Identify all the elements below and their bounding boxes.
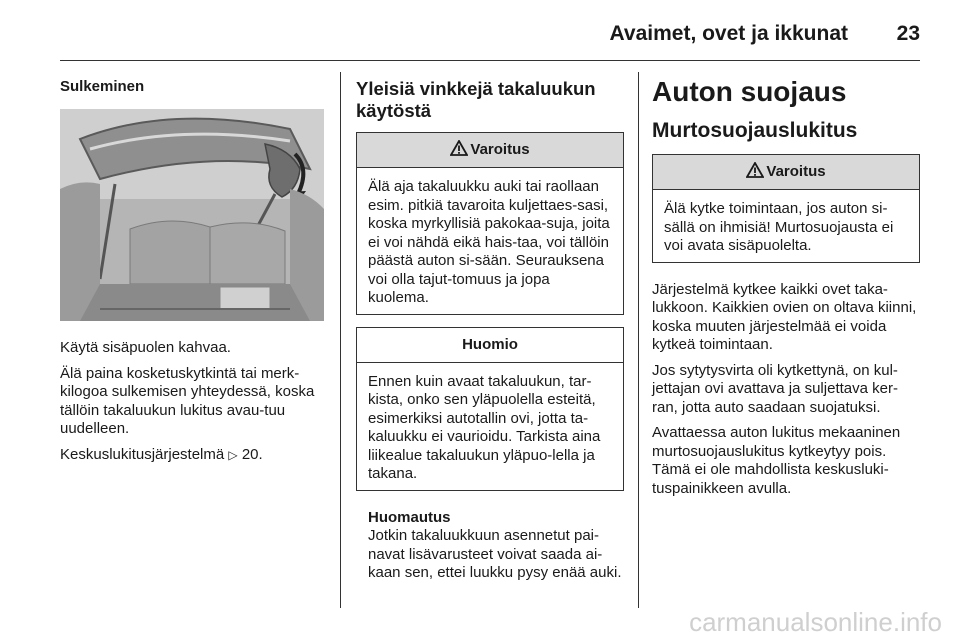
warning-box — [356, 132, 624, 315]
warning-header-deadlock — [653, 155, 919, 190]
warning-text-deadlock: Älä kytke toimintaan, jos auton si-sällä on ihmisiä! Murtosuojausta ei voi avata sisäpuolelta. — [664, 200, 894, 254]
reference-line — [60, 446, 324, 465]
page-header — [60, 20, 920, 61]
warning-triangle-icon — [746, 162, 764, 178]
column-security — [652, 72, 920, 505]
header-title: Avaimet, ovet ja ikkunat — [609, 22, 848, 45]
column-closing — [60, 72, 324, 471]
paragraph-1: Järjestelmä kytkee kaikki ovet taka-lukkoon. Kaikkien ovien on oltava kiinni, koska muuten järjestelmää ei voida kytkeä toimintaan. — [652, 280, 917, 353]
page-number: 23 — [896, 22, 920, 45]
section-heading-tips: Yleisiä vinkkejä takaluukun käytöstä — [356, 78, 596, 121]
column-divider-1 — [340, 72, 341, 608]
warning-title-deadlock: Varoitus — [766, 163, 826, 180]
reference-page: 20. — [241, 445, 263, 463]
caution-title: Huomio — [357, 328, 623, 363]
warning-title: Varoitus — [470, 141, 530, 158]
security-paragraphs — [652, 281, 920, 499]
warning-triangle-icon — [450, 140, 468, 156]
note-text: Jotkin takaluukkuun asennetut pai-navat lisävarusteet voivat saada ai-kaan sen, ettei luukku pysy enää auki. — [368, 527, 622, 581]
column-divider-2 — [638, 72, 639, 608]
subheading-deadlock: Murtosuojauslukitus — [652, 119, 858, 142]
section-heading-closing: Sulkeminen — [60, 78, 145, 95]
warning-box-deadlock — [652, 154, 920, 263]
paragraph-2: Jos sytytysvirta oli kytkettynä, on kul-jettajan ovi avattava ja suljettava ker-ran, jotta auto saadaan suojatuksi. — [652, 361, 898, 416]
note-block — [368, 509, 624, 583]
section-heading-security: Auton suojaus — [652, 76, 847, 107]
paragraph-3: Avattaessa auton lukitus mekaaninen murtosuojauslukitus kytkeytyy pois. Tämä ei ole mahdollista keskusluki-tuspainikkeen avulla. — [652, 424, 901, 497]
caution-text: Ennen kuin avaat takaluukun, tar-kista, onko sen yläpuolella esteitä, esimerkiksi autotallin ovi, jotta ta-kaluukku ei vaurioidu. Tarkista aina liikealue takaluukun yläpuo-lella ja takana. — [368, 372, 601, 482]
tailgate-photo — [60, 109, 324, 321]
reference-text: Keskuslukitusjärjestelmä — [60, 445, 225, 463]
paragraph-2: Älä paina kosketuskytkintä tai merk-kilogoa sulkemisen yhteydessä, koska tällöin takaluukun lukitus avau-tuu uudelleen. — [60, 364, 315, 437]
caution-box — [356, 327, 624, 491]
page-ref-icon: ▷ — [228, 447, 238, 462]
watermark: carmanualsonline.info — [689, 607, 942, 637]
warning-header — [357, 133, 623, 168]
note-title: Huomautus — [368, 508, 451, 526]
warning-text: Älä aja takaluukku auki tai raollaan esim. pitkiä tavaroita kuljettaes-sasi, koska myrkyllisiä pakokaa-suja, joita ei voi nähdä eikä hais-taa, voi tällöin päästä auton si-sään. Seurauksena voi olla tajut-tomuus ja jopa kuolema. — [368, 178, 610, 306]
column-tips — [356, 72, 624, 583]
paragraph-1: Käytä sisäpuolen kahvaa. — [60, 339, 231, 356]
